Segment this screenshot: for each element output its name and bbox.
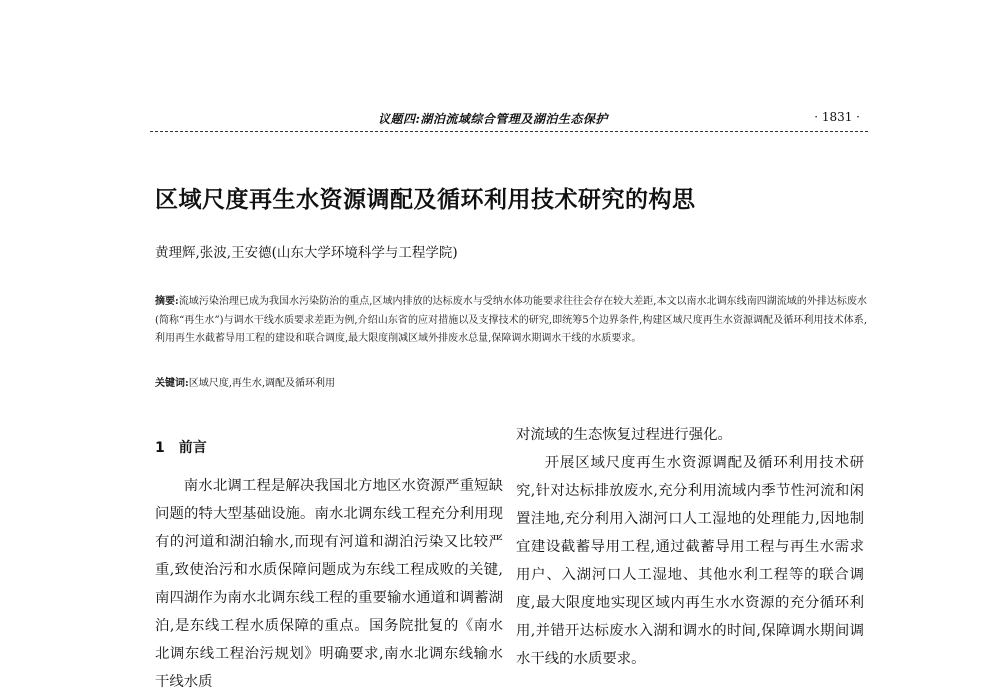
right-column <box>516 421 864 673</box>
body-paragraph: 开展区域尺度再生水资源调配及循环利用技术研究,针对达标排放废水,充分利用流域内季节性河流和闲置洼地,充分利用入湖河口人工湿地的处理能力,因地制宜建设截蓄导用工程,通过截蓄导用工程与再生水需求用户、入湖河口人工湿地、其他水利工程等的联合调度,最大限度地实现区域内再生水水资源的充分循环利用,并错开达标废水入湖和调水的时间,保障调水期间调水干线的水质要求。 <box>516 455 864 667</box>
section-heading <box>155 437 207 457</box>
authors-affiliation: 黄理辉,张波,王安德(山东大学环境科学与工程学院) <box>155 245 458 261</box>
page-number: · 1831 · <box>814 110 860 124</box>
keywords-label: 关键词: <box>155 378 189 389</box>
running-header-title: 议题四:湖泊流域综合管理及湖泊生态保护 <box>378 112 608 126</box>
keywords-text: 区域尺度,再生水,调配及循环利用 <box>188 378 336 389</box>
abstract <box>155 293 867 349</box>
running-header <box>150 108 868 130</box>
header-rule <box>150 131 868 132</box>
section-number: 1 <box>155 440 165 456</box>
abstract-label: 摘要: <box>155 296 179 307</box>
abstract-text: 流域污染治理已成为我国水污染防治的重点,区域内排放的达标废水与受纳水体功能要求往往会存在较大差距,本文以南水北调东线南四湖流域的外排达标废水(简称“再生水”)与调水干线水质要求差距为例,介绍山东省的应对措施以及支撑技术的研究,即统筹5个边界条件,构建区域尺度再生水资源调配及循环利用技术体系,利用再生水截蓄导用工程的建设和联合调度,最大限度削减区域外排废水总量,保障调水期调水干线的水质要求。 <box>155 296 867 344</box>
left-column <box>155 472 503 696</box>
body-paragraph-continuation: 对流域的生态恢复过程进行强化。 <box>516 427 732 443</box>
body-paragraph: 南水北调工程是解决我国北方地区水资源严重短缺问题的特大型基础设施。南水北调东线工程充分利用现有的河道和湖泊输水,而现有河道和湖泊污染又比较严重,致使治污和水质保障问题成为东线工程成败的关键,南四湖作为南水北调东线工程的重要输水通道和调蓄湖泊,是东线工程水质保障的重点。国务院批复的《南水北调东线工程治污规划》明确要求,南水北调东线输水干线水质 <box>155 478 503 690</box>
article-title: 区域尺度再生水资源调配及循环利用技术研究的构思 <box>155 187 696 213</box>
section-title: 前言 <box>178 440 207 456</box>
keywords <box>155 375 867 393</box>
